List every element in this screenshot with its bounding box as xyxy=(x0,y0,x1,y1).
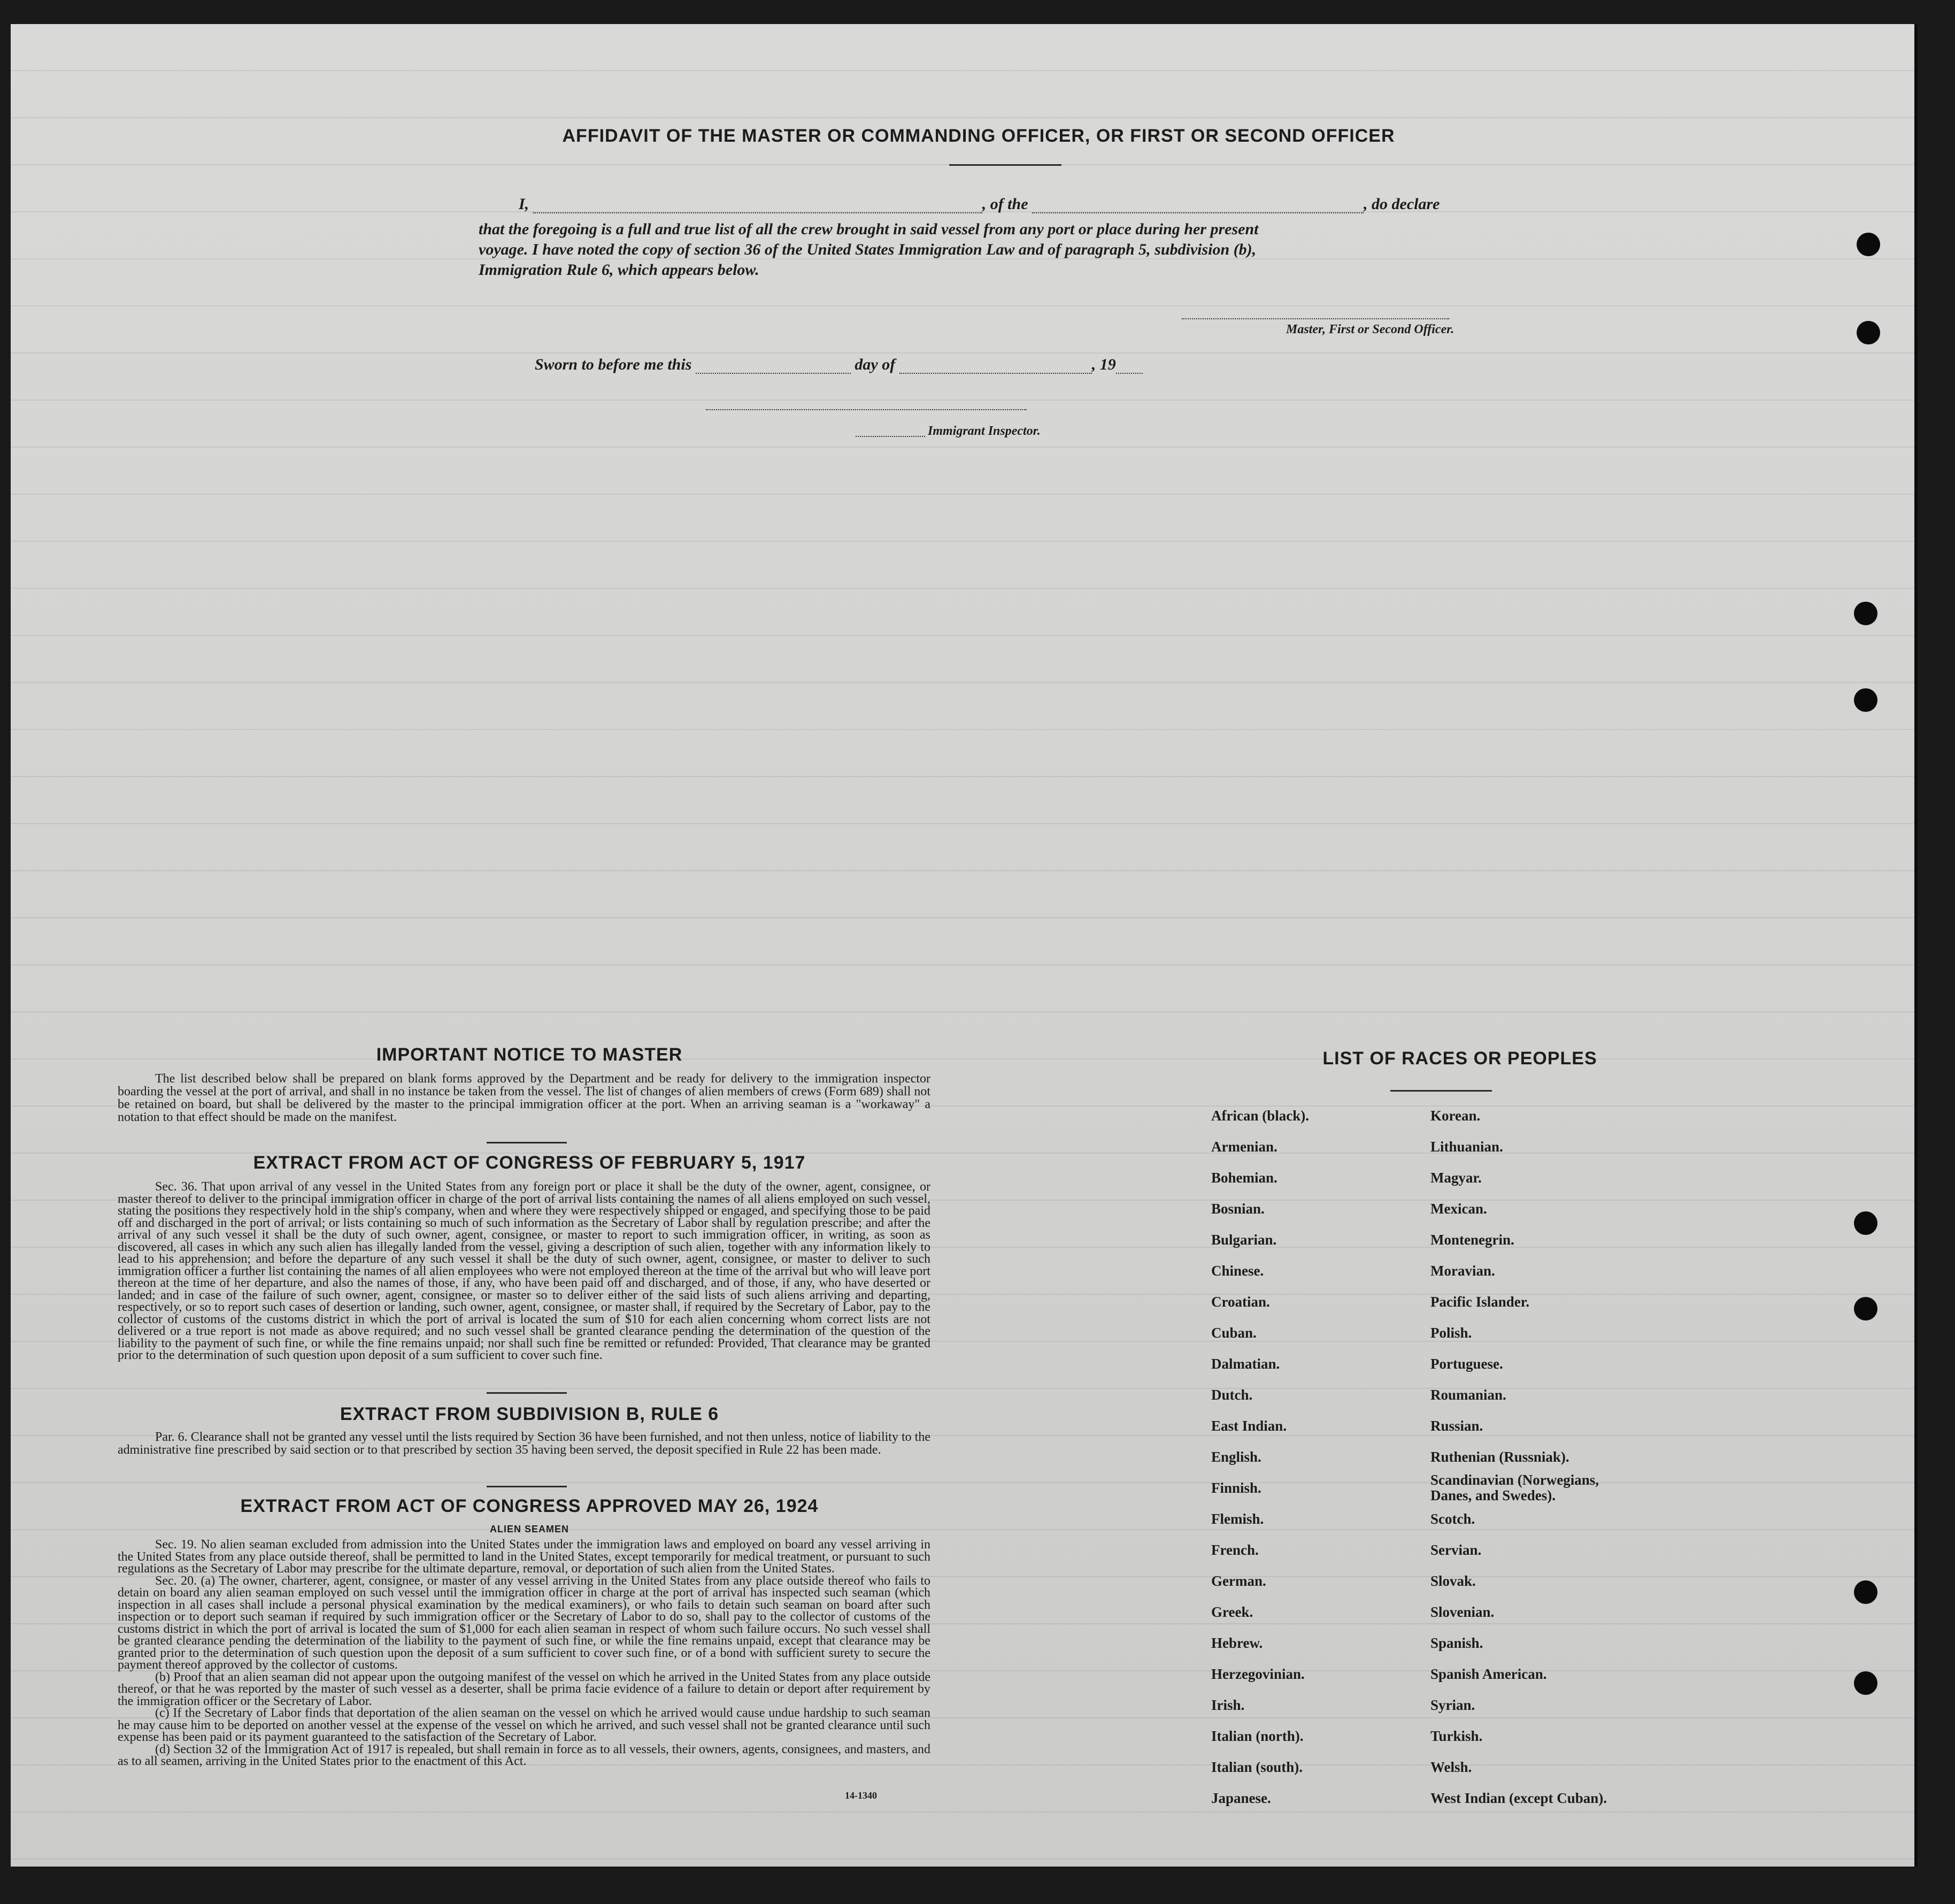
sec20b-text: (b) Proof that an alien seaman did not appear upon the outgoing manifest of the vessel on which he arrived in the United States from any place outside thereof, or that he was reported by the master of such vessel as a deserter, shall be prima facie evidence of a failure to detain or deport after requirement by the immigration officer or the Secretary of Labor. xyxy=(118,1670,930,1708)
race-item: Dutch. xyxy=(1211,1387,1253,1403)
line1-end: , do declare xyxy=(1364,195,1440,213)
extract-1924-subtitle: ALIEN SEAMEN xyxy=(489,1524,569,1534)
sworn-start: Sworn to before me this xyxy=(535,356,692,373)
race-item: Finnish. xyxy=(1211,1480,1261,1496)
race-item: West Indian (except Cuban). xyxy=(1430,1790,1607,1806)
race-item: Croatian. xyxy=(1211,1294,1270,1310)
race-item: Slovak. xyxy=(1430,1573,1476,1589)
race-item: English. xyxy=(1211,1449,1261,1465)
sworn-line xyxy=(535,356,1283,374)
affidavit-title: AFFIDAVIT OF THE MASTER OR COMMANDING OFFICER, OR FIRST OR SECOND OFFICER xyxy=(562,126,1395,146)
races-right-column xyxy=(1430,1100,1628,1814)
punch-hole xyxy=(1854,1671,1877,1695)
race-item: Servian. xyxy=(1430,1542,1482,1558)
form-number: 14-1340 xyxy=(845,1790,877,1801)
extract-1924-body xyxy=(118,1539,930,1768)
races-left-column xyxy=(1211,1100,1309,1814)
extract-rule6-text: Par. 6. Clearance shall not be granted any vessel until the lists required by Section 36 have been furnished, and not then unless, notice of liability to the administrative fine prescribed by said section or to that prescribed by section 35 having been served, the deposit specified in Rule 22 has been made. xyxy=(118,1430,930,1457)
punch-hole xyxy=(1854,1211,1877,1235)
race-item: Moravian. xyxy=(1430,1263,1495,1279)
inspector-signature-line[interactable] xyxy=(706,409,1027,410)
race-item: Montenegrin. xyxy=(1430,1232,1514,1248)
document-page xyxy=(11,24,1918,1867)
sec20d-text: (d) Section 32 of the Immigration Act of 1917 is repealed, but shall remain in force as to all vessels, their owners, agents, consignees, and masters, and as to all seamen, arriving in the United States prior to the enactment of this Act. xyxy=(118,1742,930,1768)
notice-title: IMPORTANT NOTICE TO MASTER xyxy=(376,1045,683,1065)
extract-1924-title: EXTRACT FROM ACT OF CONGRESS APPROVED MAY 26, 1924 xyxy=(240,1496,819,1516)
master-signature-line[interactable] xyxy=(1182,318,1449,319)
punch-hole xyxy=(1857,233,1880,256)
master-label: Master, First or Second Officer. xyxy=(1286,323,1454,336)
title-underline xyxy=(949,164,1061,166)
race-item: Spanish. xyxy=(1430,1635,1483,1651)
affidavit-line-2: that the foregoing is a full and true list of all the crew brought in said vessel from any port or place during her present xyxy=(479,220,1259,238)
race-item: Greek. xyxy=(1211,1604,1253,1620)
extract-rule6-rule xyxy=(487,1486,567,1487)
sworn-month-field[interactable] xyxy=(899,359,1092,374)
inspector-label: Immigrant Inspector. xyxy=(928,424,1041,438)
extract-1917-rule xyxy=(487,1392,567,1394)
race-item: Korean. xyxy=(1430,1108,1481,1124)
race-item: African (black). xyxy=(1211,1108,1309,1124)
sec19-text: Sec. 19. No alien seaman excluded from admission into the United States under the immigration laws and employed on board any vessel arriving in the United States from any place outside thereof, shall be permitted to land in the United States, except temporarily for medical treatment, or pursuant to such regulations as the Secretary of Labor may prescribe for the ultimate departure, removal, or deportation of such alien from the United States. xyxy=(118,1538,930,1576)
race-item: Irish. xyxy=(1211,1697,1245,1713)
sec20a-text: Sec. 20. (a) The owner, charterer, agent, consignee, or master of any vessel arriving in the United States from any place outside thereof who fails to detain on board any alien seaman employed on such vessel until the immigration officer in charge at the port of arrival has inspected such seaman (which inspection in all cases shall include a personal physical examination by the medical examiners), or who fails to detain such seaman on board after such inspection or to deport such seaman if required by such immigration officer or the Secretary of Labor to do so, shall pay to the collector of customs of the customs district in which the port of arrival is located the sum of $1,000 for each alien seaman in respect of whom such failure occurs. No such vessel shall be granted clearance pending the determination of the liability to the payment of such fine, or while the fine remains unpaid, except that clearance may be granted prior to the determination of such question upon the deposit of a sum sufficient to cover such fine, or of a bond with sufficient surety to secure the payment thereof approved by the collector of customs. xyxy=(118,1573,930,1672)
sworn-day-field[interactable] xyxy=(696,359,851,374)
sworn-year-field[interactable] xyxy=(1116,359,1143,374)
race-item: Scandinavian (Norwegians, Danes, and Swedes). xyxy=(1430,1472,1599,1503)
race-item: Armenian. xyxy=(1211,1139,1277,1155)
race-item: Turkish. xyxy=(1430,1728,1483,1744)
race-item: Scotch. xyxy=(1430,1511,1475,1527)
punch-hole xyxy=(1854,1580,1877,1604)
line1-start: I, xyxy=(519,195,529,213)
race-item: Pacific Islander. xyxy=(1430,1294,1529,1310)
race-item: German. xyxy=(1211,1573,1266,1589)
race-item: Hebrew. xyxy=(1211,1635,1263,1651)
race-item: Herzegovinian. xyxy=(1211,1666,1305,1682)
race-item: Polish. xyxy=(1430,1325,1472,1341)
extract-1917-title: EXTRACT FROM ACT OF CONGRESS OF FEBRUARY 5, 1917 xyxy=(253,1153,806,1173)
punch-hole xyxy=(1854,688,1877,712)
race-item: Chinese. xyxy=(1211,1263,1264,1279)
race-item: Bohemian. xyxy=(1211,1170,1277,1186)
race-item: Cuban. xyxy=(1211,1325,1257,1341)
race-item: Bosnian. xyxy=(1211,1201,1265,1217)
punch-hole xyxy=(1854,602,1877,625)
race-item: Dalmatian. xyxy=(1211,1356,1280,1372)
vessel-field[interactable] xyxy=(1032,198,1364,213)
race-item: Flemish. xyxy=(1211,1511,1264,1527)
races-title: LIST OF RACES OR PEOPLES xyxy=(1322,1048,1597,1069)
race-item: Mexican. xyxy=(1430,1201,1487,1217)
inspector-dots xyxy=(856,436,925,437)
race-item: Lithuanian. xyxy=(1430,1139,1503,1155)
race-item: Magyar. xyxy=(1430,1170,1482,1186)
race-item: Japanese. xyxy=(1211,1790,1271,1806)
affidavit-line-3: voyage. I have noted the copy of section 36 of the United States Immigration Law and of paragraph 5, subdivision (b), xyxy=(479,241,1257,258)
race-item: Italian (north). xyxy=(1211,1728,1304,1744)
notice-text: The list described below shall be prepared on blank forms approved by the Department and be ready for delivery to the immigration inspector boarding the vessel at the port of arrival, and shall in no instance be taken from the vessel. The list of changes of alien members of crews (Form 689) shall not be retained on board, but shall be delivered by the master to the principal immigration officer at the port. When an arriving seaman is a "workaway" a notation to that effect should be made on the manifest. xyxy=(118,1072,930,1124)
notice-rule xyxy=(487,1142,567,1143)
race-item: Roumanian. xyxy=(1430,1387,1506,1403)
sec20c-text: (c) If the Secretary of Labor finds that deportation of the alien seaman on the vessel on which he arrived would cause undue hardship to such seaman he may cause him to be deported on another vessel at the expense of the vessel on which he arrived, and such vessel shall not be granted clearance until such expense has been paid or its payment guaranteed to the satisfaction of the Secretary of Labor. xyxy=(118,1706,930,1744)
line1-mid: , of the xyxy=(982,195,1028,213)
punch-hole xyxy=(1857,321,1880,344)
punch-hole xyxy=(1854,1297,1877,1320)
affidavit-line-4: Immigration Rule 6, which appears below. xyxy=(479,261,759,279)
affidavit-line-1 xyxy=(519,195,1540,213)
race-item: Slovenian. xyxy=(1430,1604,1495,1620)
race-item: East Indian. xyxy=(1211,1418,1287,1434)
race-item: Syrian. xyxy=(1430,1697,1475,1713)
extract-1917-text: Sec. 36. That upon arrival of any vessel in the United States from any foreign port or place it shall be the duty of the owner, agent, consignee, or master thereof to deliver to the principal immigration officer in charge of the port of arrival lists containing the names of all aliens employed on such vessel, stating the positions they respectively hold in the ship's company, when and where they were respectively shipped or engaged, and specifying those to be paid off and discharged in the port of arrival; or lists containing so much of such information as the Secretary of Labor shall by regulation prescribe; and after the arrival of any such vessel it shall be the duty of such owner, agent, consignee, or master to report to such immigration officer, in writing, as soon as discovered, all cases in which any such alien has illegally landed from the vessel, giving a description of such alien, together with any information likely to lead to his apprehension; and before the departure of any such vessel it shall be the duty of such owner, agent, consignee, or master to deliver to such immigration officer a further list containing the names of all alien employees who were not employed thereon at the time of the arrival but who will leave port thereon at the time of her departure, and also the names of those, if any, who have been paid off and discharged, and of those, if any, who have deserted or landed; and in case of the failure of such owner, agent, consignee, or master so to deliver either of the said lists of such aliens arriving and departing, respectively, or so to report such cases of desertion or landing, such owner, agent, consignee, or master shall, if required by the Secretary of Labor, pay to the collector of customs of the customs district in which the port of arrival is located the sum of $10 for each alien concerning whom correct lists are not delivered or a true report is not made as above required; and no such vessel shall be granted clearance pending the determination of the question of the liability to the payment of such fine, or while the fine remains unpaid; nor shall such fine be remitted or refunded: Provided, That clearance may be granted prior to the determination of such question upon deposit of a sum sufficient to cover such fine. xyxy=(118,1180,930,1362)
sworn-year: , 19 xyxy=(1091,356,1116,373)
races-title-underline xyxy=(1390,1090,1492,1092)
race-item: Welsh. xyxy=(1430,1759,1472,1775)
name-field[interactable] xyxy=(533,198,982,213)
extract-rule6-title: EXTRACT FROM SUBDIVISION B, RULE 6 xyxy=(340,1404,719,1424)
race-item: Italian (south). xyxy=(1211,1759,1303,1775)
race-item: French. xyxy=(1211,1542,1259,1558)
sworn-mid: day of xyxy=(855,356,896,373)
race-item: Portuguese. xyxy=(1430,1356,1503,1372)
race-item: Ruthenian (Russniak). xyxy=(1430,1449,1569,1465)
race-item: Spanish American. xyxy=(1430,1666,1547,1682)
race-item: Bulgarian. xyxy=(1211,1232,1277,1248)
race-item: Russian. xyxy=(1430,1418,1483,1434)
